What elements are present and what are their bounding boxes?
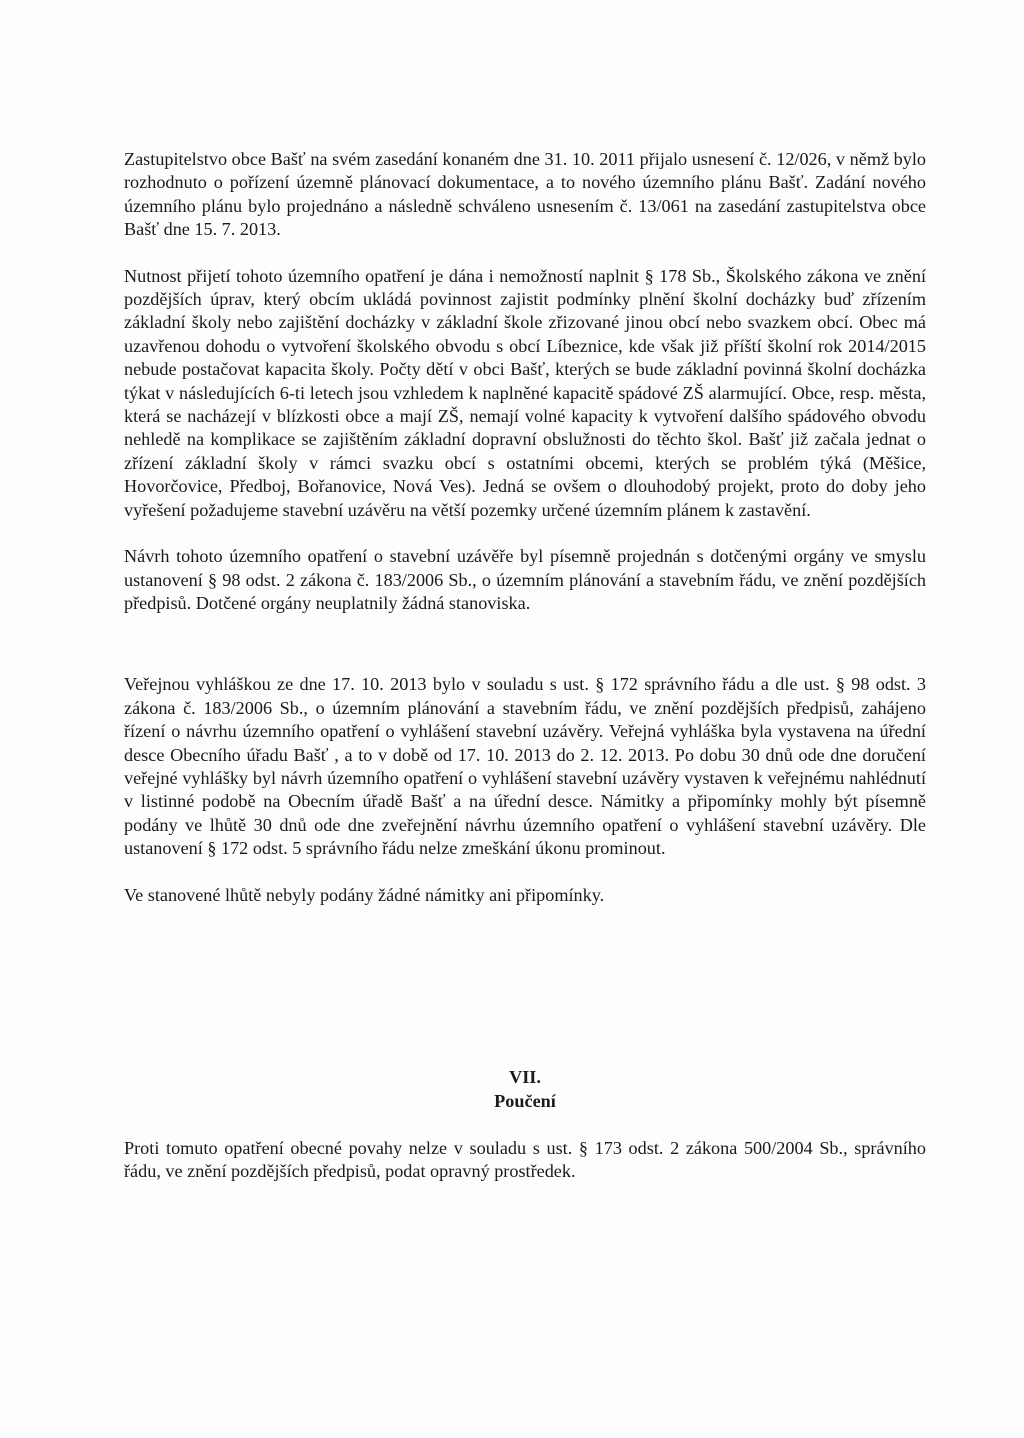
paragraph-school-necessity: Nutnost přijetí tohoto územního opatření je dána i nemožností naplnit § 178 Sb., Školského zákona ve znění pozdějších úprav, který obcím ukládá povinnost zajistit podmínky plnění školní docházky buď zřízením základní školy nebo zajištění docházky v základní škole zřizované jinou obcí nebo svazkem obcí. Obec má uzavřenou dohodu o vytvoření školského obvodu s obcí Líbeznice, kde však již příští školní rok 2014/2015 nebude postačovat kapacita školy. Počty dětí v obci Bašť, kterých se bude základní povinná školní docházka týkat v následujících 6-ti letech jsou vzhledem k naplněné kapacitě spádové ZŠ alarmující. Obce, resp. města, která se nacházejí v blízkosti obce a mají ZŠ, nemají volné kapacity k vytvoření dalšího spádového obvodu nehledě na komplikace se zajištěním základní dopravní obslužnosti do těchto škol. Bašť již začala jednat o zřízení základní školy v rámci svazku obcí s ostatními obcemi, kterých se problém týká (Měšice, Hovorčovice, Předboj, Bořanovice, Nová Ves). Jedná se ovšem o dlouhodobý projekt, proto do doby jeho vyřešení požadujeme stavební uzávěru na větší pozemky určené územním plánem k zastavění. bbox=[124, 265, 926, 520]
document-body bbox=[124, 148, 926, 907]
section-title: Poučení bbox=[494, 1090, 556, 1111]
section-heading bbox=[124, 1066, 926, 1113]
paragraph-public-notice: Veřejnou vyhláškou ze dne 17. 10. 2013 bylo v souladu s ust. § 172 správního řádu a dle ust. § 98 odst. 3 zákona č. 183/2006 Sb., o územním plánování a stavebním řádu, ve znění pozdějších předpisů, zahájeno řízení o návrhu územního opatření o vyhlášení stavební uzávěry. Veřejná vyhláška byla vystavena na úřední desce Obecního úřadu Bašť , a to v době od 17. 10. 2013 do 2. 12. 2013. Po dobu 30 dnů ode dne doručení veřejné vyhlášky byl návrh územního opatření o vyhlášení stavební uzávěry vystaven k veřejnému nahlédnutí v listinné podobě na Obecním úřadě Bašť a na úřední desce. Námitky a připomínky mohly být písemně podány ve lhůtě 30 dnů ode dne zveřejnění návrhu územního opatření o vyhlášení stavební uzávěry. Dle ustanovení § 172 odst. 5 správního řádu nelze zmeškání úkonu prominout. bbox=[124, 674, 926, 859]
paragraph-legal-instruction: Proti tomuto opatření obecné povahy nelze v souladu s ust. § 173 odst. 2 zákona 500/2004 Sb., správního řádu, ve znění pozdějších předpisů, podat opravný prostředek. bbox=[124, 1138, 926, 1182]
section-number: VII. bbox=[509, 1067, 541, 1087]
paragraph-authorities-consultation: Návrh tohoto územního opatření o stavební uzávěře byl písemně projednán s dotčenými orgány ve smyslu ustanovení § 98 odst. 2 zákona č. 183/2006 Sb., o územním plánování a stavebním řádu, ve znění pozdějších předpisů. Dotčené orgány neuplatnily žádná stanoviska. bbox=[124, 546, 926, 613]
paragraph-council-resolution: Zastupitelstvo obce Bašť na svém zasedání konaném dne 31. 10. 2011 přijalo usnesení č. 12/026, v němž bylo rozhodnuto o pořízení územně plánovací dokumentace, a to nového územního plánu Bašť. Zadání nového územního plánu bylo projednáno a následně schváleno usnesením č. 13/061 na zasedání zastupitelstva obce Bašť dne 15. 7. 2013. bbox=[124, 149, 926, 240]
paragraph-no-objections: Ve stanovené lhůtě nebyly podány žádné námitky ani připomínky. bbox=[124, 884, 605, 905]
